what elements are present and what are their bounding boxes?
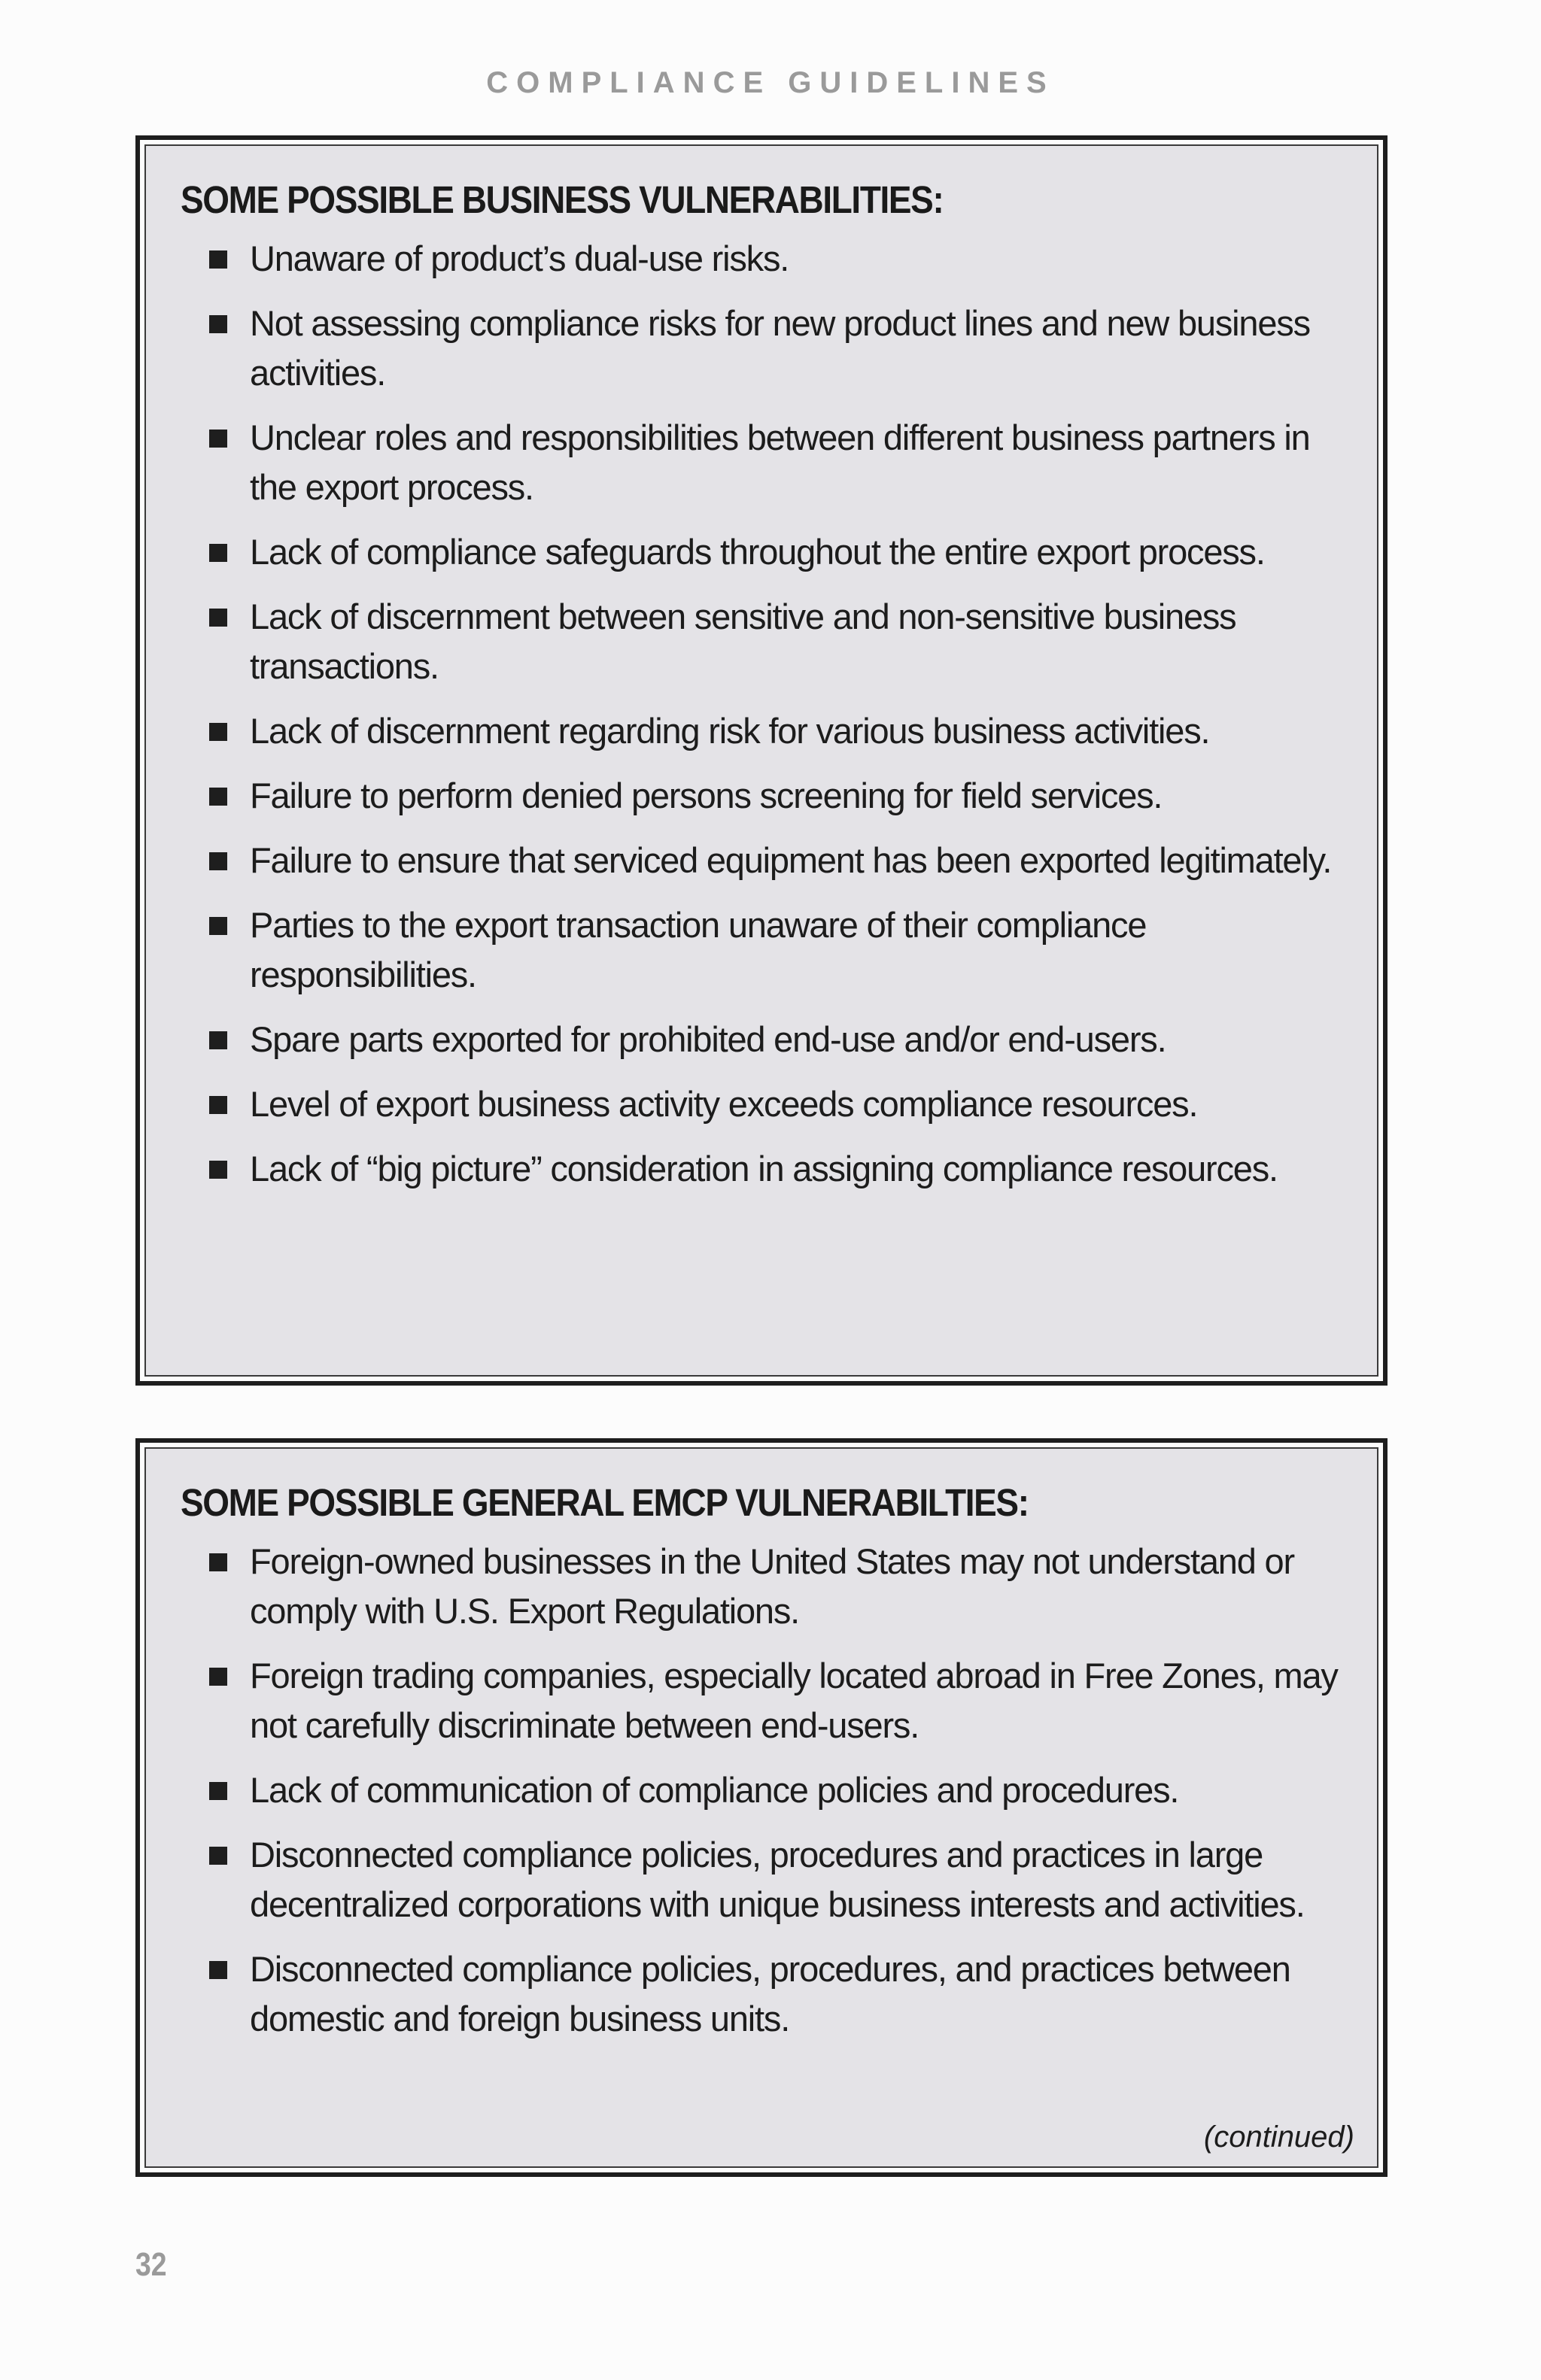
- list-item-text: Parties to the export transaction unaware of their compliance responsibilities.: [250, 905, 1147, 994]
- list-item: [181, 1944, 1347, 2044]
- square-bullet-icon: [209, 250, 227, 269]
- business-vulnerabilities-list: [181, 234, 1347, 1194]
- square-bullet-icon: [209, 315, 227, 333]
- square-bullet-icon: [209, 1961, 227, 1979]
- continued-note: (continued): [1203, 2120, 1354, 2154]
- list-item: [181, 234, 1347, 284]
- list-item-text: Spare parts exported for prohibited end-use and/or end-users.: [250, 1019, 1166, 1059]
- list-item-text: Failure to perform denied persons screening for field services.: [250, 776, 1163, 815]
- square-bullet-icon: [209, 1553, 227, 1571]
- list-item-text: Disconnected compliance policies, procedures and practices in large decentralized corporations with unique business interests and activities.: [250, 1835, 1305, 1924]
- list-item: [181, 836, 1347, 885]
- list-item-text: Lack of “big picture” consideration in assigning compliance resources.: [250, 1149, 1278, 1188]
- list-item-text: Failure to ensure that serviced equipment has been exported legitimately.: [250, 840, 1332, 880]
- business-vulnerabilities-title: SOME POSSIBLE BUSINESS VULNERABILITIES:: [181, 178, 944, 221]
- list-item: [181, 1830, 1347, 1929]
- emcp-vulnerabilities-title: SOME POSSIBLE GENERAL EMCP VULNERABILTIES:: [181, 1481, 1029, 1524]
- list-item-text: Lack of discernment between sensitive and non-sensitive business transactions.: [250, 597, 1236, 686]
- emcp-vulnerabilities-box: [135, 1438, 1388, 2177]
- page-number: 32: [135, 2246, 167, 2283]
- square-bullet-icon: [209, 1847, 227, 1865]
- square-bullet-icon: [209, 852, 227, 870]
- list-item: [181, 771, 1347, 821]
- list-item: [181, 706, 1347, 756]
- list-item: [181, 413, 1347, 512]
- business-vulnerabilities-box: [135, 135, 1388, 1386]
- square-bullet-icon: [209, 1668, 227, 1686]
- square-bullet-icon: [209, 723, 227, 741]
- square-bullet-icon: [209, 1031, 227, 1049]
- list-item-text: Lack of compliance safeguards throughout the entire export process.: [250, 532, 1265, 572]
- list-item-text: Foreign-owned businesses in the United States may not understand or comply with U.S. Export Regulations.: [250, 1541, 1294, 1631]
- list-item-text: Lack of discernment regarding risk for various business activities.: [250, 711, 1210, 751]
- list-item-text: Lack of communication of compliance policies and procedures.: [250, 1770, 1179, 1810]
- list-item: [181, 1765, 1347, 1815]
- list-item: [181, 1537, 1347, 1636]
- square-bullet-icon: [209, 430, 227, 448]
- square-bullet-icon: [209, 788, 227, 806]
- business-vulnerabilities-panel: [144, 144, 1378, 1377]
- running-head: COMPLIANCE GUIDELINES: [486, 66, 1055, 99]
- list-item-text: Unclear roles and responsibilities between different business partners in the export process.: [250, 417, 1310, 507]
- square-bullet-icon: [209, 917, 227, 935]
- list-item: [181, 527, 1347, 577]
- list-item-text: Level of export business activity exceeds compliance resources.: [250, 1084, 1198, 1124]
- list-item-text: Disconnected compliance policies, procedures, and practices between domestic and foreign business units.: [250, 1949, 1290, 2038]
- list-item: [181, 1079, 1347, 1129]
- emcp-vulnerabilities-list: [181, 1537, 1347, 2044]
- square-bullet-icon: [209, 1161, 227, 1179]
- square-bullet-icon: [209, 609, 227, 627]
- emcp-vulnerabilities-panel: [144, 1447, 1378, 2168]
- square-bullet-icon: [209, 1096, 227, 1114]
- list-item: [181, 299, 1347, 398]
- list-item: [181, 1651, 1347, 1750]
- square-bullet-icon: [209, 1782, 227, 1800]
- list-item: [181, 1015, 1347, 1064]
- list-item: [181, 1144, 1347, 1194]
- square-bullet-icon: [209, 544, 227, 562]
- list-item-text: Foreign trading companies, especially located abroad in Free Zones, may not carefully discriminate between end-users.: [250, 1656, 1338, 1745]
- list-item: [181, 592, 1347, 691]
- list-item: [181, 900, 1347, 1000]
- list-item-text: Unaware of product’s dual-use risks.: [250, 238, 789, 278]
- list-item-text: Not assessing compliance risks for new product lines and new business activities.: [250, 303, 1310, 393]
